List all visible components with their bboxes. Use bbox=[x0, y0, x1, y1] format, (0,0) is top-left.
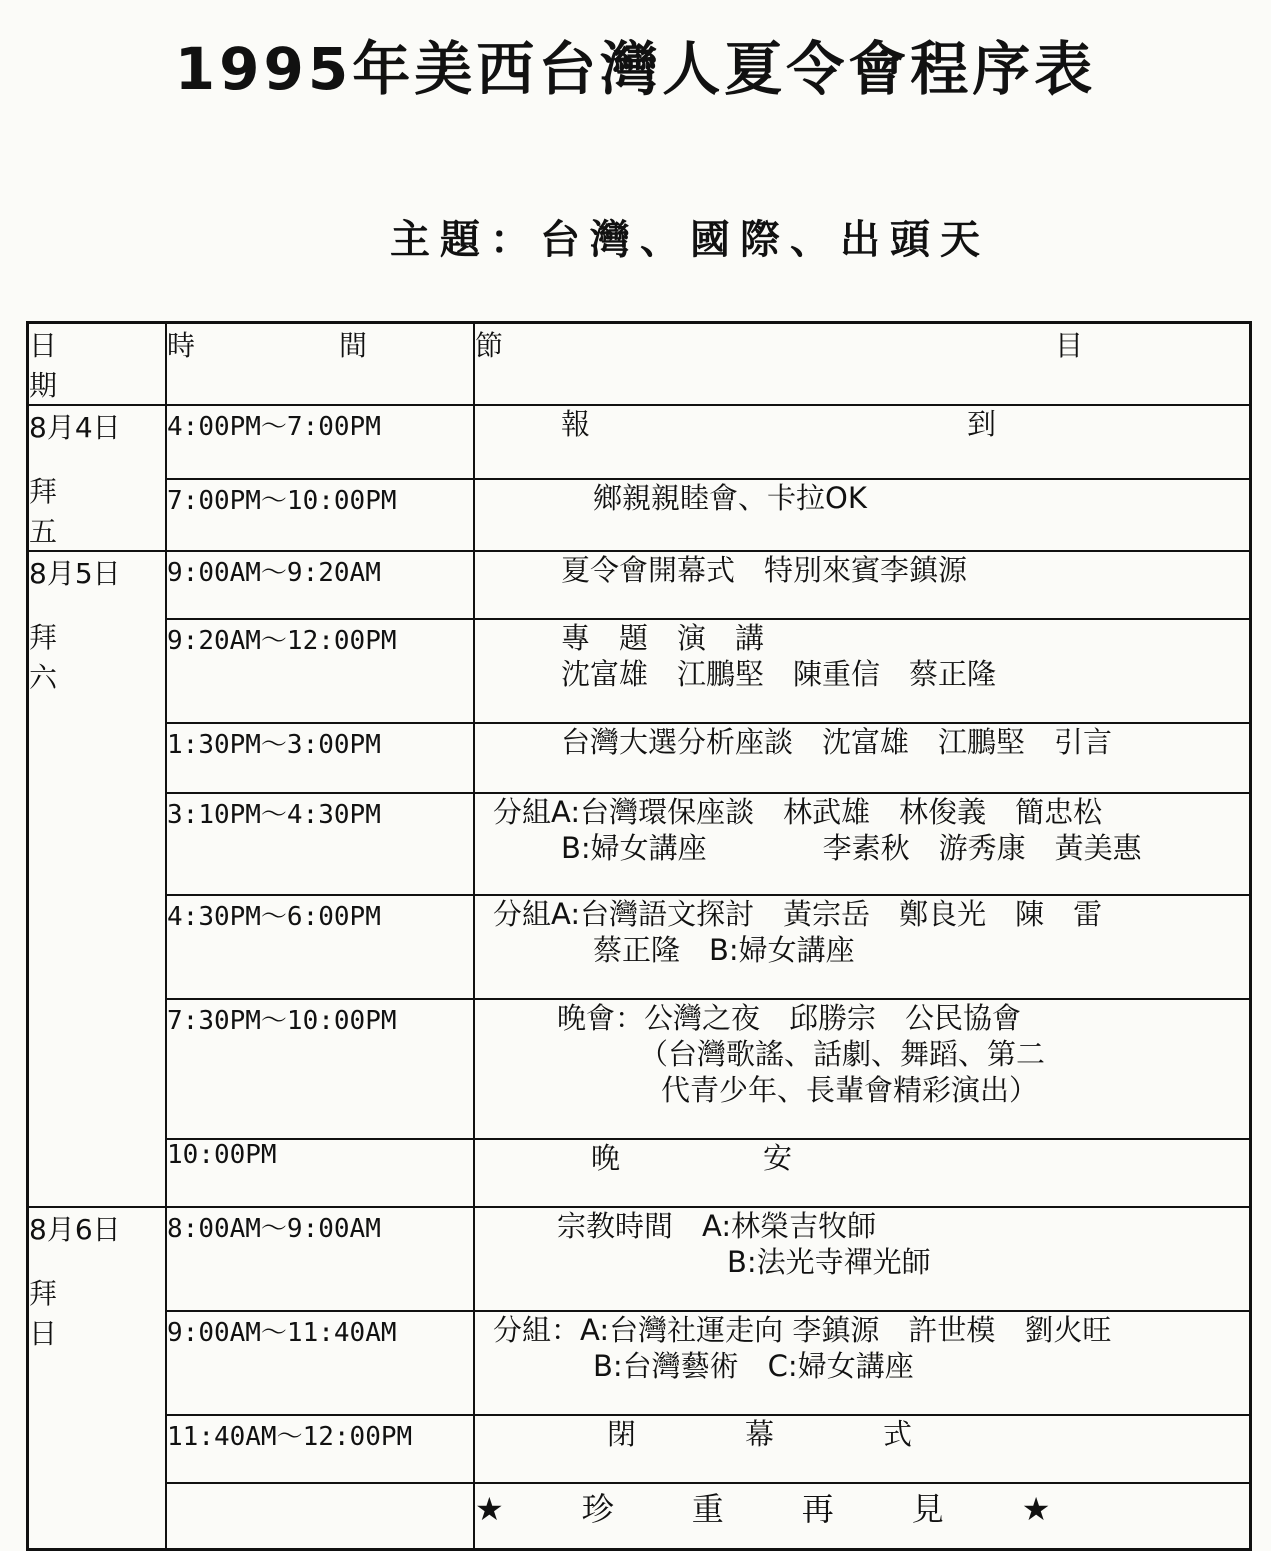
table-row bbox=[28, 1483, 1251, 1549]
table-row bbox=[28, 999, 1251, 1139]
program-line: B:台灣藝術 C:婦女講座 bbox=[593, 1349, 914, 1383]
program-line: 晚會：公灣之夜 邱勝宗 公民協會 bbox=[557, 1001, 1022, 1035]
program-cell bbox=[474, 723, 1250, 793]
date-cell bbox=[28, 405, 167, 551]
program-cell bbox=[474, 479, 1250, 551]
date-cell bbox=[28, 1207, 167, 1549]
date-cell bbox=[28, 551, 167, 1207]
program-cell bbox=[474, 793, 1250, 895]
header-prog-a: 節 bbox=[475, 329, 504, 362]
program-line: B:法光寺禪光師 bbox=[727, 1245, 931, 1279]
program-line: 專 題 演 講 bbox=[561, 621, 765, 655]
time-cell: 9:00AM～11:40AM bbox=[166, 1311, 474, 1415]
time-cell: 7:30PM～10:00PM bbox=[166, 999, 474, 1139]
time-cell: 10:00PM bbox=[166, 1139, 474, 1207]
time-cell: 8:00AM～9:00AM bbox=[166, 1207, 474, 1311]
farewell-message: ★珍重再見★ bbox=[474, 1483, 1250, 1549]
blank-date-cell bbox=[166, 1483, 474, 1549]
program-cell bbox=[474, 619, 1250, 723]
header-date-a: 日 bbox=[29, 329, 100, 362]
program-line: 閉 幕 式 bbox=[607, 1417, 953, 1451]
program-line: 到 bbox=[967, 407, 997, 441]
table-row bbox=[28, 895, 1251, 999]
program-line: 鄉親親睦會、卡拉OK bbox=[593, 481, 867, 516]
program-line: 分組：A:台灣社運走向 李鎮源 許世模 劉火旺 bbox=[493, 1313, 1112, 1347]
table-row bbox=[28, 1207, 1251, 1311]
time-cell: 7:00PM～10:00PM bbox=[166, 479, 474, 551]
date-label: 8月4日 bbox=[29, 411, 121, 444]
program-cell bbox=[474, 405, 1250, 479]
program-line: 安 bbox=[763, 1141, 793, 1175]
table-row bbox=[28, 551, 1251, 619]
program-line: B:婦女講座 李素秋 游秀康 黃美惠 bbox=[561, 831, 1142, 865]
table-row bbox=[28, 405, 1251, 479]
program-line: 夏令會開幕式 特別來賓李鎮源 bbox=[561, 553, 968, 587]
header-time bbox=[166, 323, 474, 406]
program-line: 報 bbox=[561, 407, 591, 441]
program-cell bbox=[474, 1139, 1250, 1207]
table-row bbox=[28, 619, 1251, 723]
program-line: 宗教時間 A:林榮吉牧師 bbox=[557, 1209, 877, 1243]
time-cell: 1:30PM～3:00PM bbox=[166, 723, 474, 793]
time-cell: 4:30PM～6:00PM bbox=[166, 895, 474, 999]
program-line: 分組A:台灣語文探討 黃宗岳 鄭良光 陳 雷 bbox=[493, 897, 1103, 931]
weekday-label: 拜 六 bbox=[29, 621, 166, 694]
program-line: 蔡正隆 B:婦女講座 bbox=[593, 933, 855, 967]
table-row bbox=[28, 793, 1251, 895]
weekday-label: 拜 五 bbox=[29, 475, 166, 548]
page-title: 1995年美西台灣人夏令會程序表 bbox=[174, 35, 1097, 103]
table-row bbox=[28, 1311, 1251, 1415]
program-line: 沈富雄 江鵬堅 陳重信 蔡正隆 bbox=[561, 657, 997, 691]
header-time-b: 間 bbox=[339, 329, 368, 362]
program-cell bbox=[474, 1207, 1250, 1311]
time-cell: 11:40AM～12:00PM bbox=[166, 1415, 474, 1483]
header-row bbox=[28, 323, 1251, 406]
time-cell: 9:20AM～12:00PM bbox=[166, 619, 474, 723]
weekday-label: 拜 日 bbox=[29, 1277, 166, 1350]
time-cell: 9:00AM～9:20AM bbox=[166, 551, 474, 619]
header-prog-b: 目 bbox=[1055, 329, 1084, 362]
table-row bbox=[28, 479, 1251, 551]
program-cell bbox=[474, 1415, 1250, 1483]
program-cell bbox=[474, 999, 1250, 1139]
program-line: （台灣歌謠、話劇、舞蹈、第二 bbox=[639, 1037, 1046, 1071]
header-program bbox=[474, 323, 1250, 406]
header-time-a: 時 bbox=[167, 329, 196, 362]
table-row bbox=[28, 1415, 1251, 1483]
program-line: 晚 bbox=[591, 1141, 621, 1175]
theme-subtitle: 主題：台灣、國際、出頭天 bbox=[390, 217, 990, 263]
date-label: 8月5日 bbox=[29, 557, 121, 590]
table-row bbox=[28, 723, 1251, 793]
program-line: 分組A:台灣環保座談 林武雄 林俊義 簡忠松 bbox=[493, 795, 1103, 829]
program-line: 台灣大選分析座談 沈富雄 江鵬堅 引言 bbox=[561, 725, 1113, 759]
program-cell bbox=[474, 895, 1250, 999]
program-cell bbox=[474, 1311, 1250, 1415]
program-cell bbox=[474, 551, 1250, 619]
date-label: 8月6日 bbox=[29, 1213, 121, 1246]
header-date-b: 期 bbox=[29, 369, 100, 402]
schedule-table bbox=[26, 321, 1252, 1551]
table-row bbox=[28, 1139, 1251, 1207]
header-date bbox=[28, 323, 167, 406]
time-cell: 3:10PM～4:30PM bbox=[166, 793, 474, 895]
program-line: 代青少年、長輩會精彩演出） bbox=[661, 1073, 1039, 1107]
time-cell: 4:00PM～7:00PM bbox=[166, 405, 474, 479]
